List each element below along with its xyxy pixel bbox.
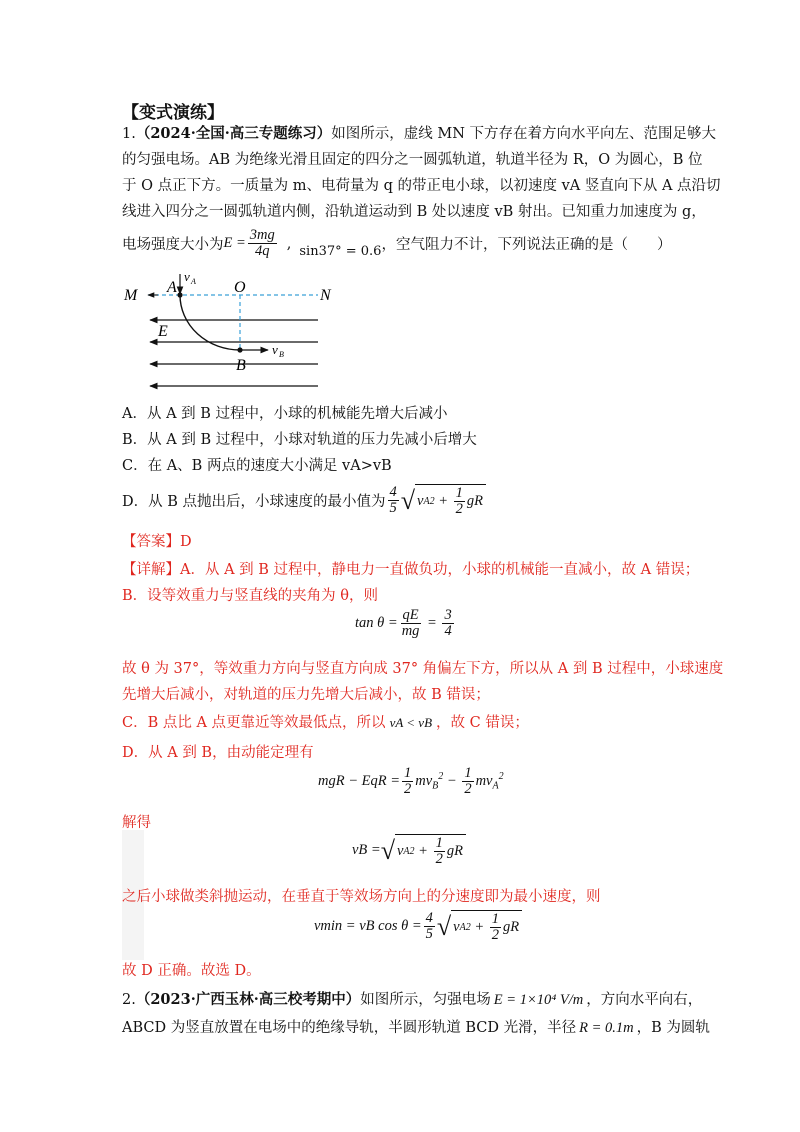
conclusion: 故 D 正确。故选 D。 bbox=[122, 963, 261, 979]
q1-figure bbox=[122, 268, 332, 398]
label-vb-sub: B bbox=[279, 350, 284, 359]
q2-e-value: E = 1×10⁴ V/m bbox=[493, 992, 584, 1008]
detail-b3: 先增大后减小，对轨道的压力先增大后减小，故 B 错误； bbox=[122, 687, 490, 703]
q1-sin-given: sin37° = 0.6 bbox=[299, 244, 382, 260]
option-a: A．从 A 到 B 过程中，小球的机械能先增大后减小 bbox=[122, 406, 448, 422]
solve-label: 解得 bbox=[122, 815, 151, 831]
q2-line1: 2.（2023·广西玉林·高三校考期中）如图所示，匀强电场 E = 1×10⁴ V/m ，方向水平向右， bbox=[122, 991, 703, 1008]
q2-number: 2. bbox=[122, 992, 136, 1008]
option-c: C．在 A、B 两点的速度大小满足 vA>vB bbox=[122, 458, 392, 474]
label-m: M bbox=[124, 287, 138, 304]
answer: 【答案】D bbox=[122, 534, 192, 550]
q1-line5-prefix: 电场强度大小为 bbox=[122, 237, 224, 254]
option-d bbox=[122, 484, 486, 517]
detail-c: C．B 点比 A 点更靠近等效最低点，所以 vA < vB ，故 C 错误； bbox=[122, 715, 529, 731]
q1-line2: 的匀强电场。AB 为绝缘光滑且固定的四分之一圆弧轨道，轨道半径为 R，O 为圆心，B 位 bbox=[122, 152, 703, 168]
label-b: B bbox=[236, 357, 246, 374]
option-b: B．从 A 到 B 过程中，小球对轨道的压力先减小后增大 bbox=[122, 432, 477, 448]
equation-vmin: vmin = vB cos θ = $\frac{4}{5}$ √ v A 2 + $\frac{1}{2}$ gR bbox=[314, 910, 522, 943]
option-d-fraction: $\frac{4}{5}$ bbox=[389, 484, 397, 517]
equation-vb: vB = √ v A 2 + $\frac{1}{2}$ gR bbox=[352, 834, 466, 867]
detail-b: B．设等效重力与竖直线的夹角为 θ，则 bbox=[122, 588, 378, 604]
label-a: A bbox=[167, 279, 177, 296]
label-vb: v bbox=[272, 342, 278, 357]
detail-d2: 之后小球做类斜抛运动，在垂直于等效场方向上的分速度即为最小速度，则 bbox=[122, 889, 601, 905]
q2-r-value: R = 0.1m bbox=[579, 1020, 634, 1036]
q1-E-symbol: E = bbox=[223, 235, 246, 252]
label-e: E bbox=[158, 323, 168, 340]
option-d-prefix: D．从 B 点抛出后，小球速度的最小值为 bbox=[122, 494, 386, 511]
detail-d: D．从 A 到 B，由动能定理有 bbox=[122, 745, 314, 761]
equation-energy: mgR − EqR = $\frac{1}{2}$ $mv_B^2$ − $\frac{1}{2}$ $mv_A^2$ bbox=[318, 765, 504, 798]
q1-source: （2024·全国·高三专题练习） bbox=[135, 125, 332, 142]
label-va-sub: A bbox=[191, 277, 196, 286]
q1-line5-suffix: ，空气阻力不计，下列说法正确的是（ ） bbox=[381, 237, 672, 254]
q1-text-1: 如图所示，虚线 MN 下方存在着方向水平向左、范围足够大 bbox=[331, 126, 717, 142]
option-d-sqrt: √ v A 2 + $\frac{1}{2}$ gR bbox=[401, 484, 486, 517]
detail-a: 【详解】A．从 A 到 B 过程中，静电力一直做负功，小球的机械能一直减小，故 A 错误； bbox=[122, 562, 700, 578]
equation-tan: tan θ = $\frac{qE}{mg}$ = $\frac{3}{4}$ bbox=[355, 607, 452, 640]
q1-E-fraction: $\frac{3mg}{4q}$ bbox=[249, 227, 275, 260]
detail-b2: 故 θ 为 37°，等效重力方向与竖直方向成 37° 角偏左下方，所以从 A 到 B 过程中，小球速度 bbox=[122, 661, 724, 677]
label-o: O bbox=[234, 279, 246, 296]
q1-line4: 线进入四分之一圆弧轨道内侧，沿轨道运动到 B 处以速度 vB 射出。已知重力加速度为 g， bbox=[122, 204, 706, 220]
q2-source: （2023·广西玉林·高三校考期中） bbox=[135, 991, 361, 1008]
q1-line1 bbox=[122, 122, 716, 143]
q1-number: 1. bbox=[122, 126, 136, 142]
point-a bbox=[177, 292, 182, 297]
label-n: N bbox=[320, 287, 331, 304]
label-va: v bbox=[184, 269, 190, 284]
q2-line2: ABCD 为竖直放置在电场中的绝缘导轨，半圆形轨道 BCD 光滑，半径 R = 0.1m ，B 为圆轨 bbox=[122, 1020, 710, 1036]
q1-line3: 于 O 点正下方。一质量为 m、电荷量为 q 的带正电小球，以初速度 vA 竖直向下从 A 点沿切 bbox=[122, 178, 721, 194]
q1-line5: 电场强度大小为 E = $\frac{3mg}{4q}$ , sin37° = 0.6 ，空气阻力不计，下列说法正确的是（ ） bbox=[122, 227, 672, 260]
section-title: 【变式演练】 bbox=[122, 103, 224, 123]
detail-c-math: vA < vB bbox=[389, 715, 433, 730]
